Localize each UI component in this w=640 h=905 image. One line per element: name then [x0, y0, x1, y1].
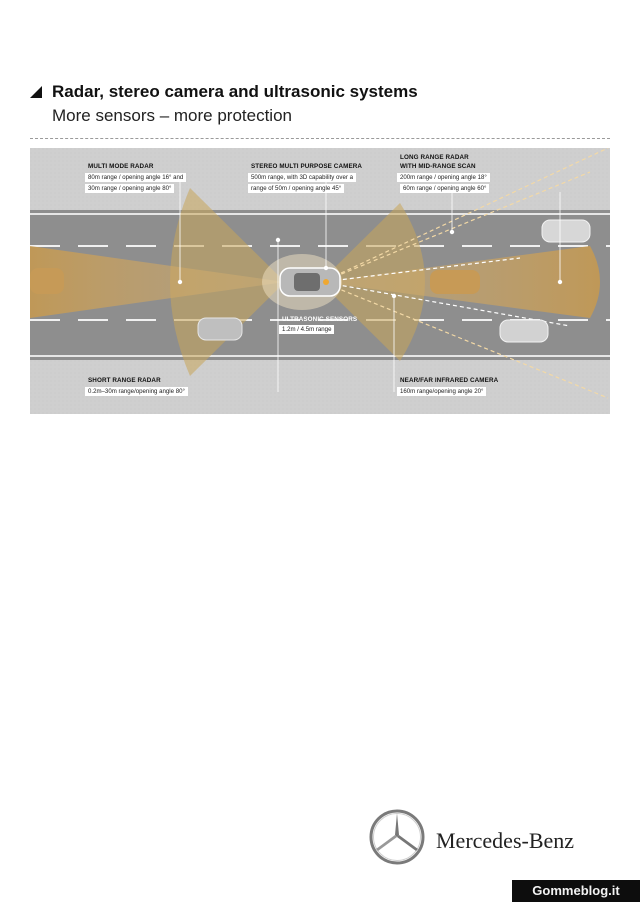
stereo-camera-label: STEREO MULTI PURPOSE CAMERA — [251, 163, 363, 170]
car-ahead — [430, 270, 480, 294]
page-title: Radar, stereo camera and ultrasonic systems — [52, 82, 418, 101]
mercedes-star-logo-icon — [368, 808, 426, 866]
brand-name: Mercedes-Benz — [436, 828, 575, 853]
infrared-camera-spec: 160m range/opening angle 20° — [397, 387, 486, 396]
ultrasonic-sensors-label: ULTRASONIC SENSORS — [282, 316, 358, 323]
multi-mode-radar-spec-2: 30m range / opening angle 80° — [85, 184, 174, 193]
ego-car — [280, 268, 340, 296]
short-range-radar-label: SHORT RANGE RADAR — [88, 377, 161, 384]
triangle-bullet-icon — [30, 86, 42, 98]
car-far-right-top — [542, 220, 590, 242]
divider — [30, 138, 610, 139]
long-range-radar-spec-1: 200m range / opening angle 18° — [397, 173, 490, 182]
page-subtitle: More sensors – more protection — [52, 106, 292, 125]
long-range-radar-label-2: WITH MID-RANGE SCAN — [400, 163, 476, 170]
car-rear — [30, 268, 64, 294]
brand-block — [368, 806, 608, 868]
multi-mode-radar-spec-1: 80m range / opening angle 16° and — [85, 173, 186, 182]
ultrasonic-sensors-spec: 1.2m / 4.5m range — [279, 325, 334, 334]
sensor-diagram — [30, 148, 610, 414]
stereo-camera-spec-2: range of 50m / opening angle 45° — [248, 184, 344, 193]
watermark: Gommeblog.it — [512, 880, 640, 902]
car-far-right-bottom — [500, 320, 548, 342]
multi-mode-radar-label: MULTI MODE RADAR — [88, 163, 154, 170]
short-range-radar-spec: 0.2m–30m range/opening angle 80° — [85, 387, 188, 396]
long-range-radar-spec-2: 60m range / opening angle 60° — [400, 184, 489, 193]
long-range-radar-label: LONG RANGE RADAR — [400, 154, 469, 161]
infrared-camera-label: NEAR/FAR INFRARED CAMERA — [400, 377, 499, 384]
car-left-lane — [198, 318, 242, 340]
stereo-camera-spec-1: 500m range, with 3D capability over a — [248, 173, 356, 182]
